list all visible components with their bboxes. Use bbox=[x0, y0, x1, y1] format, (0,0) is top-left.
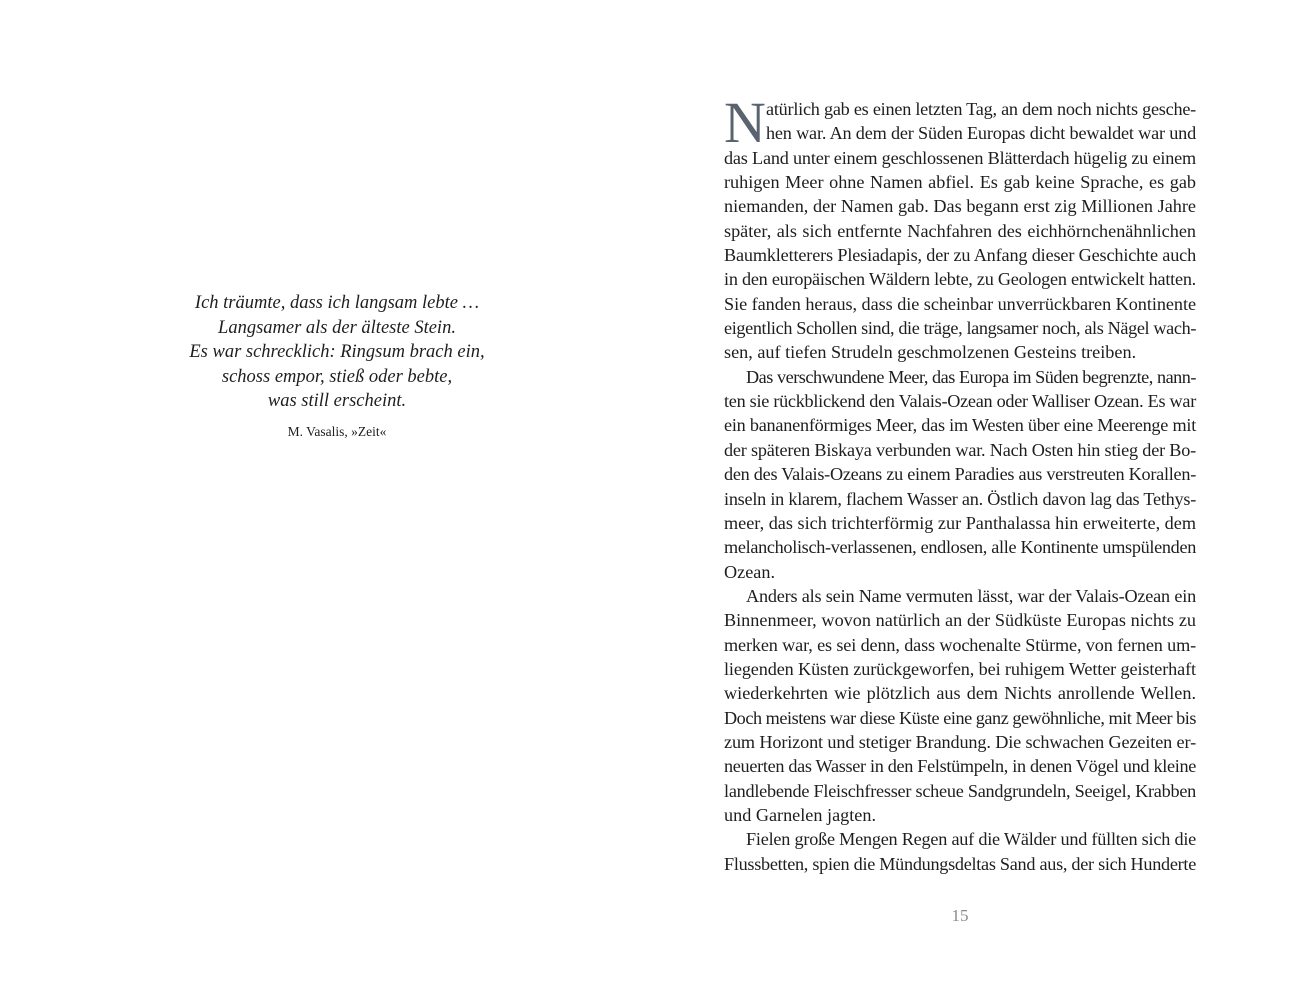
text-line: hen war. An dem der Süden Europas dicht bewaldet war und bbox=[766, 123, 1197, 144]
epigraph-line: was still erscheint. bbox=[267, 391, 407, 411]
chapter-text bbox=[724, 90, 1197, 876]
text-line: in den europäischen Wäldern lebte, zu Geologen entwickelt hatten. bbox=[724, 269, 1196, 290]
text-line: ruhigen Meer ohne Namen abfiel. Es gab keine Sprache, es gab bbox=[724, 172, 1196, 193]
text-line: ein bananenförmiges Meer, das im Westen über eine Meerenge mit bbox=[724, 415, 1197, 436]
text-line: den des Valais-Ozeans zu einem Paradies aus verstreuten Korallen- bbox=[724, 464, 1197, 485]
text-line: Flussbetten, spien die Mündungsdeltas Sand aus, der sich Hunderte bbox=[724, 853, 1196, 874]
text-line: später, als sich entfernte Nachfahren des eichhörnchenähnlichen bbox=[724, 220, 1196, 241]
text-line: Baumkletterers Plesiadapis, der zu Anfang dieser Geschichte auch bbox=[724, 245, 1197, 266]
epigraph bbox=[172, 291, 502, 441]
text-line: niemanden, der Namen gab. Das begann erst zig Millionen Jahre bbox=[724, 196, 1196, 217]
text-line: zum Horizont und stetiger Brandung. Die schwachen Gezeiten er- bbox=[724, 731, 1196, 752]
text-line: Ozean. bbox=[724, 561, 775, 582]
text-line: neuerten das Wasser in den Felstümpeln, in denen Vögel und kleine bbox=[724, 756, 1197, 777]
text-line: Binnenmeer, wovon natürlich an der Südküste Europas nichts zu bbox=[724, 610, 1196, 631]
epigraph-source: M. Vasalis, »Zeit« bbox=[287, 423, 387, 439]
epigraph-line: Es war schrecklich: Ringsum brach ein, bbox=[189, 342, 485, 362]
text-line: Anders als sein Name vermuten lässt, war der Valais-Ozean ein bbox=[746, 585, 1196, 606]
text-line: melancholisch-verlassenen, endlosen, alle Kontinente umspülenden bbox=[724, 537, 1196, 558]
text-line: Fielen große Mengen Regen auf die Wälder und füllten sich die bbox=[746, 829, 1197, 850]
text-line: Doch meistens war diese Küste eine ganz gewöhnliche, mit Meer bis bbox=[724, 707, 1197, 728]
text-line: meer, das sich trichterförmig zur Panthalassa hin erweiterte, dem bbox=[724, 512, 1196, 533]
drop-cap: N bbox=[724, 90, 766, 155]
epigraph-line: Ich träumte, dass ich langsam lebte … bbox=[194, 293, 480, 313]
text-line: Sie fanden heraus, dass die scheinbar unverrückbaren Kontinente bbox=[724, 293, 1197, 314]
text-line: ten sie rückblickend den Valais-Ozean oder Walliser Ozean. Es war bbox=[724, 391, 1197, 412]
text-line: das Land unter einem geschlossenen Blätterdach hügelig zu einem bbox=[724, 147, 1196, 168]
text-line: eigentlich Schollen sind, die träge, langsamer noch, als Nägel wach- bbox=[724, 318, 1197, 339]
text-line: liegenden Küsten zurückgeworfen, bei ruhigem Wetter geisterhaft bbox=[724, 658, 1196, 679]
text-line: merken war, es sei denn, dass wochenalte Stürme, von fernen um- bbox=[724, 634, 1197, 655]
text-line: Das verschwundene Meer, das Europa im Süden begrenzte, nann- bbox=[746, 366, 1197, 387]
text-line: wiederkehrten wie plötzlich aus dem Nichts anrollende Wellen. bbox=[724, 683, 1196, 704]
page-number: 15 bbox=[951, 906, 969, 925]
text-line: der späteren Biskaya verbunden war. Nach Osten hin stieg der Bo- bbox=[724, 439, 1196, 460]
text-line: und Garnelen jagten. bbox=[724, 804, 877, 825]
text-line: sen, auf tiefen Strudeln geschmolzenen Gesteins treiben. bbox=[724, 342, 1137, 363]
text-line: atürlich gab es einen letzten Tag, an dem noch nichts gesche- bbox=[766, 99, 1196, 119]
text-line: inseln in klarem, flachem Wasser an. Östlich davon lag das Tethys- bbox=[724, 488, 1197, 509]
epigraph-line: Langsamer als der älteste Stein. bbox=[218, 317, 456, 338]
epigraph-line: schoss empor, stieß oder bebte, bbox=[221, 366, 453, 387]
text-line: landlebende Fleischfresser scheue Sandgrundeln, Seeigel, Krabben bbox=[724, 780, 1196, 801]
